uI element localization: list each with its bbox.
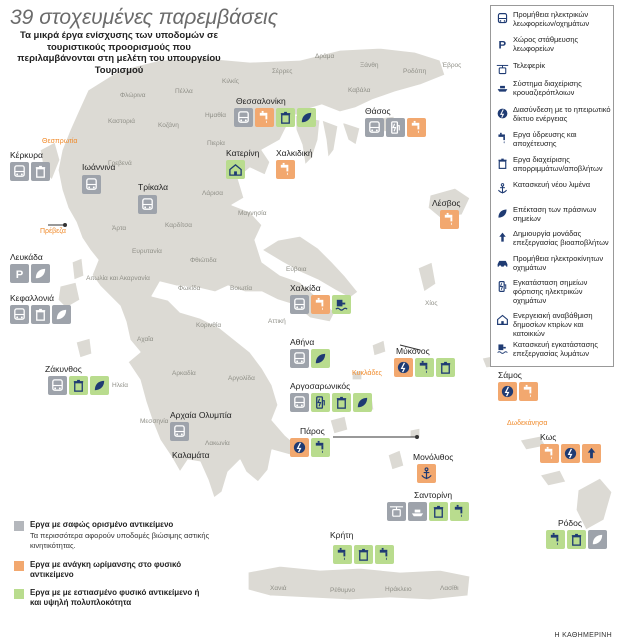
water-tap-icon [540,444,559,463]
place-label: Κρήτη [330,530,354,540]
icon-row-zakynthos [48,376,109,395]
icon-row-crete [333,545,394,564]
region-label: Δράμα [315,53,335,60]
region-label: Γρεβενά [108,160,132,167]
place-label: Κέρκυρα [10,150,43,160]
place-label: Κως [540,432,557,442]
region-label: Χανιά [270,585,287,592]
legend-text: Σύστημα διαχείρισης κρουαζιερόπλοιων [513,79,582,97]
legend-item [495,311,611,338]
cable-car-icon [495,62,509,76]
category-label: Εργα με σαφώς ορισμένο αντικείμενο [30,520,174,529]
legend-text: Κατασκευή εγκατάστασης επεξεργασίας λυμάτων [513,340,599,358]
water-tap-icon [276,160,295,179]
trash-icon [69,376,88,395]
place-label: Θεσσαλονίκη [236,96,286,106]
legend-item [495,254,611,272]
region-label: Χίος [425,300,438,307]
legend-text: Ενεργειακή αναβάθμιση δημοσίων κτιρίων και κατοικιών [513,311,593,338]
power-icon [290,438,309,457]
icon-row-ioannina [82,175,101,194]
leaf-icon [588,530,607,549]
bus-icon [290,349,309,368]
region-label: Αρκαδία [172,370,196,377]
icon-row-kerkyra [10,162,50,181]
region-label: Έβρος [442,62,462,69]
ship-icon [408,502,427,521]
region-label: Ηράκλειο [385,586,412,593]
trash-icon [276,108,295,127]
leaf-icon [311,349,330,368]
region-label: Φλώρινα [120,92,146,99]
recycle-icon [582,444,601,463]
water-tap-icon [546,530,565,549]
legend-text: Κατασκευή νέου λιμένα [513,180,591,189]
chalkidiki3-shape [342,122,360,145]
place-label: Μύκονος [396,346,430,356]
region-label: Αττική [268,318,286,325]
legend-item [495,10,611,28]
place-label: Καλαμάτα [172,450,210,460]
charger-icon [386,118,405,137]
water-tap-icon [415,358,434,377]
page-title: 39 στοχευμένες παρεμβάσεις [10,6,278,29]
house-icon [226,160,245,179]
icon-row-chalkidiki [276,160,295,179]
region-label: Σέρρες [272,68,293,75]
recycle-icon [495,230,509,244]
legend-item [495,229,611,247]
icon-row-monolithos [417,464,436,483]
region-label: Βοιωτία [230,285,253,292]
trash-icon [31,305,50,324]
parking-icon [10,264,29,283]
region-label: Πρέβεζα [40,228,66,235]
icon-row-thessaloniki [234,108,316,127]
legend-text: Εργα διαχείρισης απορριμμάτων/αποβλήτων [513,155,603,173]
legend-text: Τελεφερίκ [513,61,546,70]
icon-row-santorini [387,502,469,521]
water-tap-icon [407,118,426,137]
charger-icon [495,279,509,293]
icon-row-athens [290,349,330,368]
legend-text: Δημιουργία μονάδας επεξεργασίας βιοαποβλήτων [513,229,609,247]
leaf-icon [297,108,316,127]
chalkidiki2-shape [322,120,338,158]
svg-text:P: P [497,38,506,50]
water-tap-icon [440,210,459,229]
cable-car-icon [387,502,406,521]
category-label: Εργα με με εστιασμένο φυσικό αντικείμενο ή και υψηλή πολυπλοκότητα [30,588,200,607]
region-label: Λασίθι [440,585,459,592]
region-label: Καρδίτσα [165,222,193,229]
trash-icon [495,156,509,170]
region-label: Άρτα [112,225,127,232]
icon-row-trikala [138,195,157,214]
region-label: Κοζάνη [158,122,179,129]
water-tap-icon [450,502,469,521]
category-swatch [14,561,24,571]
trash-icon [31,162,50,181]
bus-icon [365,118,384,137]
bus-icon [82,175,101,194]
sea-label: Κυκλάδες [352,370,382,377]
place-label: Αρχαία Ολυμπία [170,410,232,420]
region-label: Αχαΐα [137,336,154,343]
leaf-icon [31,264,50,283]
water-tap-icon [333,545,352,564]
region-label: Πιερία [207,140,225,147]
anchor-icon [417,464,436,483]
sewage-icon [332,295,351,314]
icon-row-kos [540,444,601,463]
parking-icon [495,36,509,50]
trash-icon [567,530,586,549]
region-label: Πέλλα [175,88,193,95]
region-label: Λάρισα [202,190,224,197]
legend-item [495,105,611,123]
ship-icon [495,80,509,94]
place-label: Ρόδος [558,518,582,528]
publisher-credit: Η ΚΑΘΗΜΕΡΙΝΗ [554,632,612,639]
icon-row-kefalonia [10,305,71,324]
place-label: Πάρος [300,426,325,436]
region-label: Αργολίδα [228,375,255,382]
region-label: Μαγνησία [238,210,267,217]
legend-item [495,130,611,148]
water-tap-icon [495,131,509,145]
water-tap-icon [311,295,330,314]
legend-item [495,35,611,53]
place-label: Λευκάδα [10,252,43,262]
place-label: Θάσος [365,106,391,116]
place-label: Σάμος [498,370,522,380]
leaf-icon [353,393,372,412]
category-label: Εργα με ανάγκη ωρίμανσης στο φυσικό αντικείμενο [30,560,182,579]
bus-icon [290,393,309,412]
bus-icon [234,108,253,127]
icon-row-katerini [226,160,245,179]
bus-icon [138,195,157,214]
power-icon [498,382,517,401]
legend-item [495,278,611,305]
icon-row-paros [290,438,330,457]
icon-row-samos [498,382,538,401]
trash-icon [354,545,373,564]
region-label: Καστοριά [108,118,136,125]
water-tap-icon [255,108,274,127]
legend-item [495,79,611,97]
bus-icon [10,305,29,324]
region-label: Φωκίδα [178,285,201,292]
legend-text: Προμήθεια ηλεκτροκίνητων οχημάτων [513,254,604,272]
sewage-icon [495,341,509,355]
page-subtitle: Τα μικρά έργα ενίσχυσης των υποδομών σε τουριστικούς προορισμούς που περιλαμβάνονται στη μελέτη του υπουργείου Τουρισμού [17,30,221,76]
place-label: Αθήνα [290,337,315,347]
region-label: Καβάλα [348,87,371,94]
region-label: Ξάνθη [360,62,379,69]
power-icon [561,444,580,463]
legend-text: Προμήθεια ηλεκτρικών λεωφορείων/οχημάτων [513,10,590,28]
place-label: Τρίκαλα [138,182,169,192]
icon-row-mykonos [394,358,455,377]
cyclades-shape [372,340,386,356]
trash-icon [332,393,351,412]
water-tap-icon [519,382,538,401]
sea-label: Δωδεκάνησα [507,420,548,427]
electric-car-icon [495,255,509,269]
legend-text: Εγκατάσταση σημείων φόρτισης ηλεκτρικών οχημάτων [513,278,588,305]
place-label: Λέσβος [432,198,461,208]
region-label: Κιλκίς [222,78,239,85]
bus-icon [48,376,67,395]
charger-icon [311,393,330,412]
region-label: Ηλεία [112,382,129,389]
power-icon [394,358,413,377]
bus-icon [10,162,29,181]
chios-shape [418,262,436,292]
icon-row-olympia [170,422,189,441]
water-tap-icon [311,438,330,457]
region-label: Εύβοια [286,266,307,273]
legend-item [495,340,611,358]
zakynthos-shape [76,338,92,358]
legend-item [495,205,611,223]
legend-item [495,155,611,173]
svg-text:P: P [15,269,24,281]
place-label: Χαλκιδική [276,148,313,158]
leaf-icon [52,305,71,324]
icon-row-chalkida [290,295,351,314]
power-icon [495,106,509,120]
legend-item [495,180,611,195]
place-label: Χαλκίδα [290,283,321,293]
category-swatch [14,589,24,599]
leaf-icon [495,206,509,220]
legend-text: Εργα ύδρευσης και αποχέτευσης [513,130,577,148]
region-label: Λακωνία [205,440,230,447]
icon-row-thasos [365,118,426,137]
region-label: Ροδόπη [403,68,427,75]
region-label: Ρέθυμνο [330,587,356,594]
icon-row-lefkada [10,264,50,283]
place-label: Ιωάννινα [82,162,116,172]
house-icon [495,312,509,326]
region-label: Μεσσηνία [140,418,169,425]
anchor-icon [495,181,509,195]
bus-icon [290,295,309,314]
place-label: Ζάκυνθος [45,364,82,374]
category-note: Τα περισσότερα αφορούν υποδομές βιώσιμης αστικής κινητικότητας. [30,531,210,550]
crete-shape [248,566,470,600]
trash-icon [436,358,455,377]
leaf-icon [90,376,109,395]
bus-icon [495,11,509,25]
place-label: Κεφαλλονιά [10,293,55,303]
region-label: Φθιώτιδα [190,257,217,264]
water-tap-icon [375,545,394,564]
legend-text: Διασύνδεση με το ηπειρωτικό δίκτυο ενέργειας [513,105,611,123]
place-label: Μονόλιθος [413,452,454,462]
place-label: Αργοσαρωνικός [290,381,351,391]
icon-row-argosaronikos [290,393,372,412]
region-label: Αιτωλία και Ακαρνανία [86,275,150,282]
region-label: Ημαθία [205,112,227,119]
legend-text: Επέκταση των πράσινων σημείων [513,205,597,223]
region-label: Ευρυτανία [132,248,162,255]
legend-text: Χώρος στάθμευσης λεωφορείων [513,35,579,53]
region-label: Κορινθία [196,322,222,329]
place-label: Κατερίνη [226,148,260,158]
icon-row-rhodes [546,530,607,549]
bus-icon [170,422,189,441]
icon-legend [490,5,614,367]
icon-row-lesvos [440,210,459,229]
trash-icon [429,502,448,521]
legend-item [495,61,611,76]
category-swatch [14,521,24,531]
place-label: Σαντορίνη [414,490,453,500]
region-label: Θεσπρωτία [42,138,78,145]
